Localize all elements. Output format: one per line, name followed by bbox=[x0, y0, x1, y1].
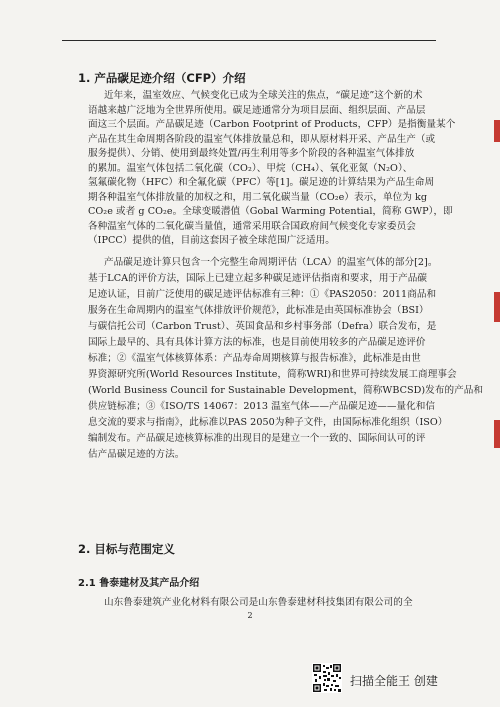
edge-stain bbox=[494, 420, 500, 448]
paragraph-line: 氢氟碳化物（HFC）和全氟化碳（PFC）等[1]。碳足迹的计算结果为产品生命周 bbox=[88, 177, 435, 188]
paragraph-line: 国际上最早的、具有具体计算方法的标准，也是目前使用较多的产品碳足迹评价 bbox=[88, 337, 426, 348]
paragraph-line: （IPCC）提供的值，目前这套因子被全球范围广泛适用。 bbox=[88, 235, 335, 246]
edge-stain bbox=[494, 120, 500, 142]
scanner-watermark: 扫描全能王 创建 bbox=[350, 674, 438, 688]
paragraph-line: 各种温室气体的二氧化碳当量值，通常采用联合国政府间气候变化专家委员会 bbox=[88, 220, 416, 232]
paragraph-line: 编制发布。产品碳足迹核算标准的出现目的是建立一个一致的、国际间认可的评 bbox=[88, 433, 426, 444]
paragraph-line: 基于LCA的评价方法，国际上已建立起多种碳足迹评估指南和要求，用于产品碳 bbox=[88, 273, 428, 284]
paragraph-line: 足迹认证，目前广泛使用的碳足迹评估标准有三种：①《PAS2050：2011商品和 bbox=[88, 289, 437, 300]
paragraph-line: 供应链标准；③《ISO/TS 14067：2013 温室气体——产品碳足迹——量化和信 bbox=[88, 401, 436, 412]
paragraph-line: (World Business Council for Sustainable Development，简称WBCSD)发布的产品和 bbox=[88, 385, 484, 396]
paragraph-line: 产品在其生命周期各阶段的温室气体排放量总和，即从原材料开采、产品生产（或 bbox=[88, 133, 436, 145]
qr-code-icon bbox=[312, 663, 342, 693]
paragraph-line: 语越来越广泛地为全世界所使用。碳足迹通常分为项目层面、组织层面、产品层 bbox=[88, 104, 426, 116]
paragraph-line: 面这三个层面。产品碳足迹（Carbon Footprint of Products，CFP）是指衡量某个 bbox=[88, 119, 456, 130]
section-heading: 1. 产品碳足迹介绍（CFP）介绍 bbox=[78, 71, 246, 85]
paragraph-line: 近年来，温室效应、气候变化已成为全球关注的焦点，“碳足迹”这个新的术 bbox=[104, 90, 423, 101]
paragraph-line: 的累加。温室气体包括二氧化碳（CO₂）、甲烷（CH₄）、氧化亚氮（N₂O）、 bbox=[88, 162, 413, 174]
paragraph-line: 服务在生命周期内的温室气体排放评价规范》，此标准是由英国标准协会（BSI） bbox=[88, 305, 429, 316]
paragraph-line: 估产品碳足迹的方法。 bbox=[88, 449, 185, 460]
section-heading: 2. 目标与范围定义 bbox=[78, 542, 175, 556]
page-number: 2 bbox=[247, 611, 253, 620]
paragraph-line: 标准；②《温室气体核算体系：产品寿命周期核算与报告标准》，此标准是由世 bbox=[88, 353, 421, 364]
edge-stain bbox=[494, 292, 500, 322]
paragraph-line: 山东鲁泰建筑产业化材料有限公司是山东鲁泰建材科技集团有限公司的全 bbox=[104, 597, 413, 608]
paragraph-line: 与碳信托公司（Carbon Trust）、英国食品和乡村事务部（Defra）联合发布，是 bbox=[88, 321, 437, 332]
paragraph-line: 息交流的要求与指南》，此标准以PAS 2050为种子文件，由国际标准化组织（ISO） bbox=[88, 417, 448, 428]
paragraph-line: 服务提供）、分销、使用到最终处置/再生利用等多个阶段的各种温室气体排放 bbox=[88, 148, 415, 159]
paragraph-line: 界资源研究所(World Resources Institute，简称WRI)和世界可持续发展工商理事会 bbox=[88, 369, 457, 380]
paragraph-line: 产品碳足迹计算只包含一个完整生命周期评估（LCA）的温室气体的部分[2]。 bbox=[104, 257, 438, 268]
paragraph-line: 期各种温室气体排放量的加权之和，用二氧化碳当量（CO₂e）表示，单位为 kg bbox=[88, 191, 428, 203]
subsection-heading: 2.1 鲁泰建材及其产品介绍 bbox=[78, 578, 200, 589]
header-rule bbox=[62, 40, 436, 41]
paragraph-line: CO₂e 或者 g CO₂e。全球变暖潜值（Gobal Warming Potential，简称 GWP），即 bbox=[88, 206, 453, 217]
